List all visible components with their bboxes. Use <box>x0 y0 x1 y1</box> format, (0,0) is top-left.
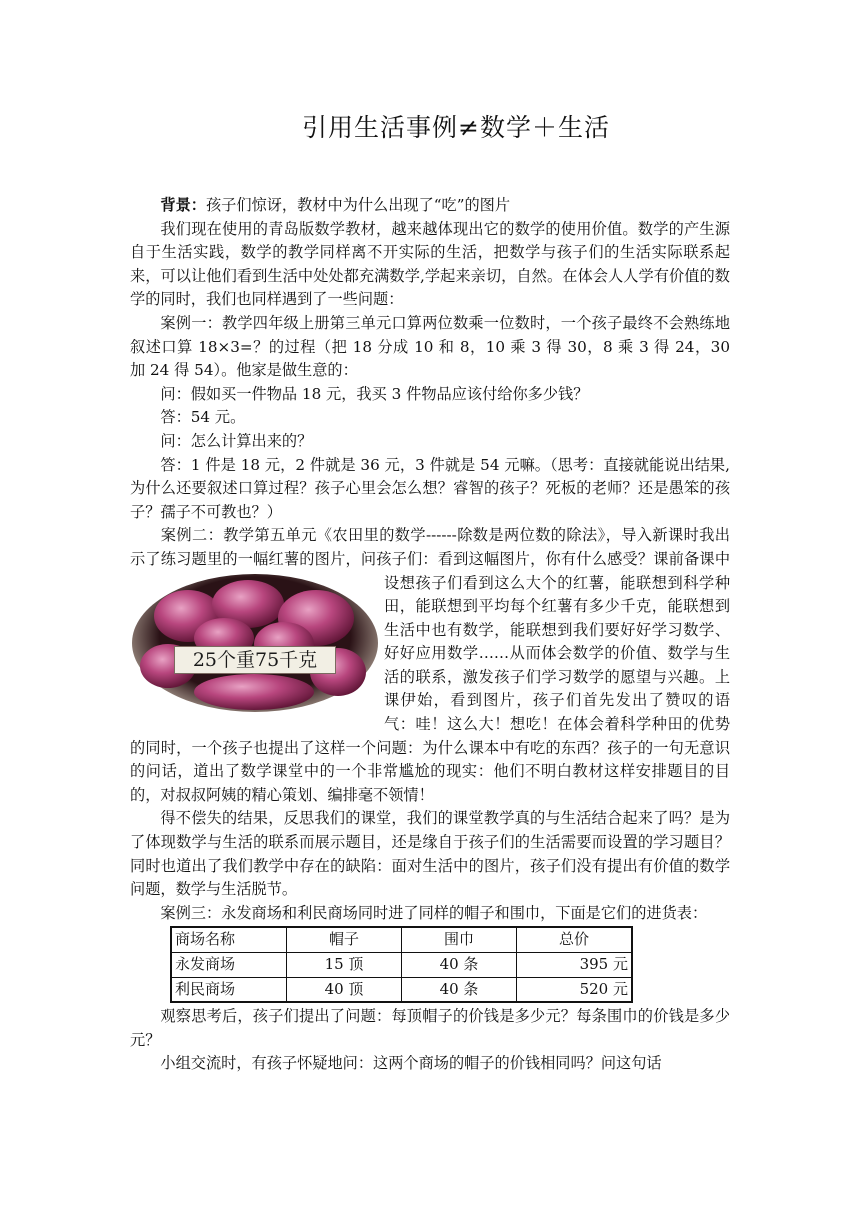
sweet-potato-illustration <box>128 574 380 714</box>
group-paragraph: 小组交流时，有孩子怀疑地问：这两个商场的帽子的价钱相同吗？问这句话 <box>160 1054 662 1073</box>
table-cell: 520 元 <box>517 977 633 1002</box>
observe-paragraph: 观察思考后，孩子们提出了问题：每顶帽子的价钱是多少元？每条围巾的价钱是多少元？ <box>130 1007 730 1049</box>
question-2: 问：怎么计算出来的？ <box>160 431 313 450</box>
reflection-paragraph: 得不偿失的结果，反思我们的课堂，我们的课堂教学真的与生活结合起来了吗？是为了体现数学与生活的联系而展示题目，还是缘自于孩子们的生活需要而设置的学习题目？同时也道出了我们教学中存在的缺陷：面对生活中的图片，孩子们没有提出有价值的数学问题，数学与生活脱节。 <box>130 809 730 899</box>
background-text: 孩子们惊讶，教材中为什么出现了“吃”的图片 <box>205 196 511 214</box>
table-cell: 395 元 <box>517 953 633 978</box>
potato-shape <box>194 674 314 710</box>
table-cell: 40 条 <box>402 953 517 978</box>
table-header-row <box>171 927 632 952</box>
table-header-cell: 帽子 <box>287 927 402 952</box>
table-row <box>171 977 632 1002</box>
case3-paragraph: 案例三：永发商场和利民商场同时进了同样的帽子和围巾，下面是它们的进货表： <box>160 903 708 922</box>
answer-1: 答：54 元。 <box>160 408 246 427</box>
table-cell: 利民商场 <box>171 977 287 1002</box>
sweet-potato-figure <box>128 574 380 714</box>
table-cell: 15 顶 <box>287 953 402 978</box>
question-1: 问：假如买一件物品 18 元，我买 3 件物品应该付给你多少钱？ <box>160 384 589 403</box>
table-cell: 永发商场 <box>171 953 287 978</box>
table-cell: 40 条 <box>402 977 517 1002</box>
document-title: 引用生活事例≠数学＋生活 <box>302 113 610 142</box>
table-row <box>171 953 632 978</box>
table-header-cell: 围巾 <box>402 927 517 952</box>
table-cell: 40 顶 <box>287 977 402 1002</box>
case2-paragraph <box>130 524 730 807</box>
table-header-cell: 总价 <box>517 927 633 952</box>
intro-paragraph: 我们现在使用的青岛版数学教材，越来越体现出它的数学的使用价值。数学的产生源自于生活实践，数学的教学同样离不开实际的生活，把数学与孩子们的生活实际联系起来，可以让他们看到生活中处处都充满数学,学起来亲切，自然。在体会人人学有价值的数学的同时，我们也同样遇到了一些问题： <box>130 219 730 309</box>
background-label: 背景： <box>160 196 206 214</box>
case2-text-lead: 案例二：教学第五单元《农田里的数学------除数是两位数的除法》，导入新课时我出示了练习题里的一幅红薯的图片，问孩子们：看到这幅图片，你有什 <box>130 526 730 568</box>
case2-block <box>130 524 730 807</box>
table-header-cell: 商场名称 <box>171 927 287 952</box>
figure-caption-label: 25个重75千克 <box>174 646 336 674</box>
purchase-table <box>170 926 633 1003</box>
background-line <box>130 194 730 218</box>
case2-text-rest: 么感受？课前备课中设想孩子们看到这么大个的红薯，能联想到科学种田，能联想到平均每个红薯有多少千克，能联想到生活中也有数学，能联想到我们要好好学习数学、好好应用数学……从而体会数学的价值、数学与生活的联系，激发孩子们学习数学的愿望与兴趣。上课伊始，看到图片，孩子们首先发出了赞叹的语气：哇！这么大！想吃！在体会着科学种田的优势的同时，一个孩子也提出了这样一个问题：为什么课本中有吃的东西？孩子的一句无意识的问话，道出了数学课堂中的一个非常尴尬的现实：他们不明白教材这样安排题目的目的，对叔叔阿姨的精心策划、编排毫不领情！ <box>130 549 731 804</box>
answer-2: 答：1 件是 18 元，2 件就是 36 元，3 件就是 54 元嘛。（思考：直接就能说出结果,为什么还要叙述口算过程？孩子心里会怎么想？睿智的孩子？死板的老师？还是愚笨的孩子？孺子不可教也？） <box>130 455 730 521</box>
document-body <box>130 194 730 1076</box>
case1-paragraph: 案例一：教学四年级上册第三单元口算两位数乘一位数时，一个孩子最终不会熟练地叙述口算 18×3=？的过程（把 18 分成 10 和 8，10 乘 3 得 30，8 乘 3 得 24，30 加 24 得 54）。他家是做生意的： <box>130 313 730 380</box>
